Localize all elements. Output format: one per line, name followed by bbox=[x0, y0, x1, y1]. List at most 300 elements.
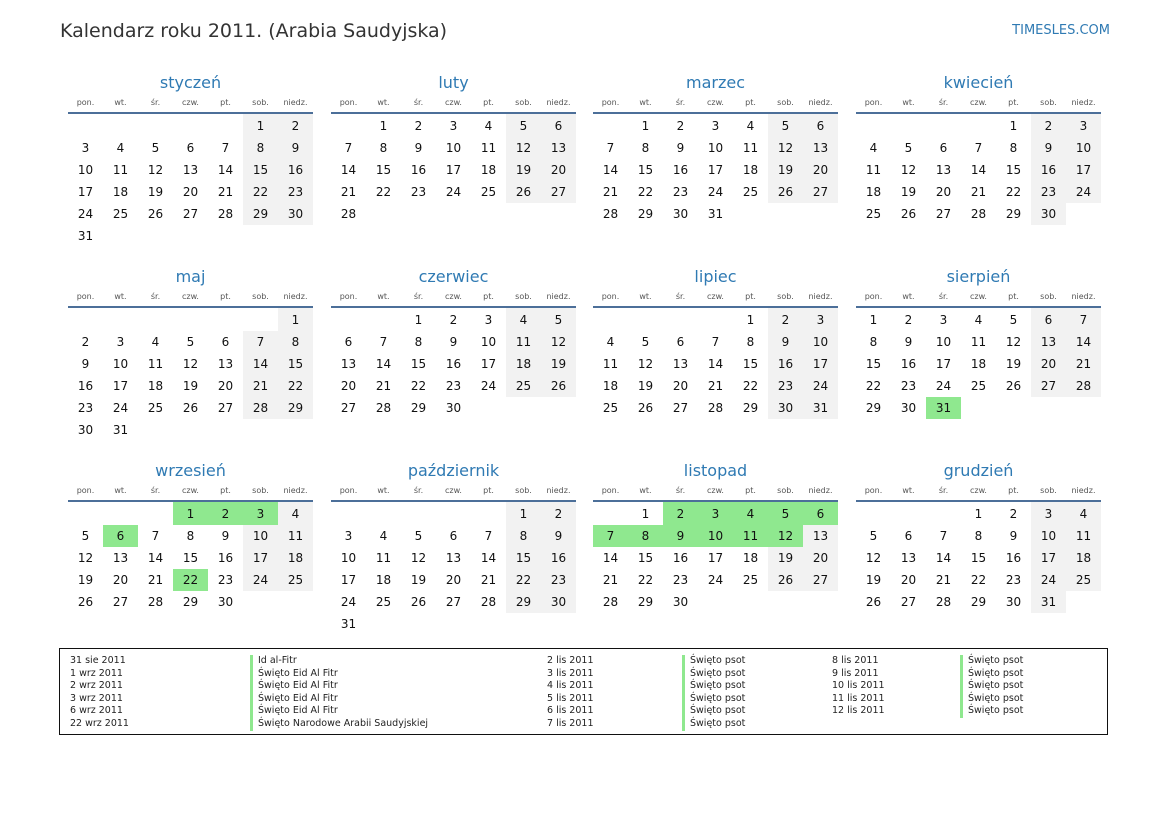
day-cell: 6 bbox=[449, 529, 458, 543]
day-cell: 25 bbox=[112, 207, 129, 221]
day-cell: 26 bbox=[182, 401, 199, 415]
weekday-header: czw. bbox=[173, 486, 208, 501]
day-cell: 21 bbox=[147, 573, 164, 587]
day-cell: 27 bbox=[182, 207, 199, 221]
day-cell: 11 bbox=[147, 357, 164, 371]
day-cell: 29 bbox=[742, 401, 759, 415]
day-cell: 17 bbox=[1031, 547, 1066, 569]
day-cell: 28 bbox=[375, 401, 392, 415]
weekday-header: sob. bbox=[506, 98, 541, 113]
day-cell: 5 bbox=[186, 335, 195, 349]
month-7 bbox=[593, 266, 838, 419]
day-cell: 7 bbox=[1066, 307, 1101, 331]
legend-holiday-name: Święto psot bbox=[960, 668, 1023, 681]
legend-date: 22 wrz 2011 bbox=[70, 717, 129, 729]
day-cell: 17 bbox=[243, 547, 278, 569]
day-cell: 6 bbox=[803, 113, 838, 137]
weekday-header: pon. bbox=[331, 98, 366, 113]
weekday-header: pon. bbox=[593, 98, 628, 113]
empty-cell bbox=[768, 203, 803, 225]
day-cell: 11 bbox=[733, 525, 768, 547]
day-cell: 3 bbox=[449, 118, 458, 133]
day-cell: 15 bbox=[182, 551, 199, 565]
day-cell: 7 bbox=[711, 335, 720, 349]
weekday-header: czw. bbox=[436, 486, 471, 501]
weekday-header: wt. bbox=[891, 486, 926, 501]
day-cell: 23 bbox=[768, 375, 803, 397]
day-cell: 9 bbox=[768, 331, 803, 353]
day-cell: 28 bbox=[243, 397, 278, 419]
day-cell: 4 bbox=[733, 501, 768, 525]
weekday-header: pt. bbox=[208, 292, 243, 307]
legend-holiday-name: Święto Eid Al Fitr bbox=[250, 705, 428, 718]
day-cell: 24 bbox=[480, 379, 497, 393]
weekday-header: niedz. bbox=[803, 486, 838, 501]
day-cell: 16 bbox=[1005, 551, 1022, 565]
day-cell: 20 bbox=[217, 379, 234, 393]
day-cell: 23 bbox=[278, 181, 313, 203]
weekday-header: śr. bbox=[663, 292, 698, 307]
weekday-header: czw. bbox=[698, 486, 733, 501]
empty-cell bbox=[278, 419, 313, 441]
day-cell: 29 bbox=[506, 591, 541, 613]
month-11 bbox=[593, 460, 838, 613]
weekday-header: sob. bbox=[506, 486, 541, 501]
day-cell: 31 bbox=[77, 229, 94, 243]
day-cell: 5 bbox=[151, 141, 160, 155]
day-cell: 12 bbox=[506, 137, 541, 159]
day-cell: 14 bbox=[602, 551, 619, 565]
day-cell: 4 bbox=[1066, 501, 1101, 525]
empty-cell bbox=[506, 203, 541, 225]
weekday-header: wt. bbox=[628, 292, 663, 307]
day-cell: 19 bbox=[637, 379, 654, 393]
weekday-header: niedz. bbox=[1066, 292, 1101, 307]
day-cell: 27 bbox=[900, 595, 917, 609]
day-cell: 19 bbox=[1005, 357, 1022, 371]
empty-cell bbox=[208, 225, 243, 247]
empty-cell bbox=[733, 591, 768, 613]
weekday-header: sob. bbox=[1031, 292, 1066, 307]
empty-cell bbox=[103, 225, 138, 247]
day-cell: 27 bbox=[803, 181, 838, 203]
day-cell: 18 bbox=[742, 551, 759, 565]
month-name: marzec bbox=[685, 73, 745, 92]
day-cell: 1 bbox=[506, 501, 541, 525]
legend-date: 6 wrz 2011 bbox=[70, 705, 123, 717]
weekday-header: wt. bbox=[103, 98, 138, 113]
weekday-header: czw. bbox=[173, 292, 208, 307]
day-cell: 26 bbox=[147, 207, 164, 221]
day-cell: 27 bbox=[672, 401, 689, 415]
day-cell: 7 bbox=[593, 525, 628, 547]
day-cell: 5 bbox=[541, 307, 576, 331]
day-cell: 24 bbox=[935, 379, 952, 393]
weekday-header: wt. bbox=[366, 292, 401, 307]
day-cell: 11 bbox=[865, 163, 882, 177]
day-cell: 21 bbox=[602, 573, 619, 587]
empty-cell bbox=[278, 225, 313, 247]
day-cell: 28 bbox=[147, 595, 164, 609]
empty-cell bbox=[436, 613, 471, 635]
day-cell: 8 bbox=[974, 529, 983, 543]
day-cell: 3 bbox=[243, 501, 278, 525]
day-cell: 21 bbox=[707, 379, 724, 393]
day-cell: 30 bbox=[217, 595, 234, 609]
day-cell: 4 bbox=[606, 335, 615, 349]
day-cell: 19 bbox=[541, 353, 576, 375]
legend-date: 4 lis 2011 bbox=[547, 680, 594, 692]
day-cell: 12 bbox=[865, 551, 882, 565]
weekday-header: pt. bbox=[471, 486, 506, 501]
weekday-header: pon. bbox=[331, 486, 366, 501]
day-cell: 2 bbox=[1031, 113, 1066, 137]
empty-cell bbox=[436, 501, 471, 525]
day-cell: 8 bbox=[243, 137, 278, 159]
empty-cell bbox=[401, 203, 436, 225]
day-cell: 10 bbox=[1066, 137, 1101, 159]
day-cell: 13 bbox=[672, 357, 689, 371]
day-cell: 1 bbox=[641, 118, 650, 133]
empty-cell bbox=[471, 397, 506, 419]
weekday-header: sob. bbox=[1031, 486, 1066, 501]
day-cell: 28 bbox=[602, 595, 619, 609]
weekday-header: pon. bbox=[856, 486, 891, 501]
day-cell: 24 bbox=[243, 569, 278, 591]
month-grid bbox=[331, 292, 576, 419]
legend-date: 6 lis 2011 bbox=[547, 705, 594, 717]
empty-cell bbox=[1066, 591, 1101, 613]
day-cell: 10 bbox=[243, 525, 278, 547]
day-cell: 18 bbox=[1066, 547, 1101, 569]
day-cell: 2 bbox=[414, 118, 423, 133]
day-cell: 12 bbox=[77, 551, 94, 565]
day-cell: 1 bbox=[379, 118, 388, 133]
weekday-header: śr. bbox=[926, 98, 961, 113]
day-cell: 9 bbox=[278, 137, 313, 159]
empty-cell bbox=[173, 225, 208, 247]
empty-cell bbox=[1066, 203, 1101, 225]
day-cell: 27 bbox=[217, 401, 234, 415]
day-cell: 3 bbox=[81, 141, 90, 155]
day-cell: 4 bbox=[151, 335, 160, 349]
day-cell: 26 bbox=[768, 569, 803, 591]
month-grid bbox=[68, 486, 313, 613]
legend-date: 5 lis 2011 bbox=[547, 692, 594, 704]
empty-cell bbox=[891, 501, 926, 525]
weekday-header: niedz. bbox=[541, 486, 576, 501]
day-cell: 1 bbox=[278, 307, 313, 331]
day-cell: 17 bbox=[707, 551, 724, 565]
empty-cell bbox=[173, 419, 208, 441]
empty-cell bbox=[698, 591, 733, 613]
day-cell: 14 bbox=[602, 163, 619, 177]
day-cell: 17 bbox=[112, 379, 129, 393]
day-cell: 5 bbox=[869, 529, 878, 543]
day-cell: 15 bbox=[506, 547, 541, 569]
day-cell: 13 bbox=[935, 163, 952, 177]
day-cell: 19 bbox=[77, 573, 94, 587]
day-cell: 3 bbox=[698, 501, 733, 525]
empty-cell bbox=[68, 113, 103, 137]
month-2 bbox=[331, 72, 576, 225]
legend-holiday-name: Święto psot bbox=[682, 655, 745, 668]
day-cell: 14 bbox=[375, 357, 392, 371]
day-cell: 1 bbox=[243, 113, 278, 137]
day-cell: 29 bbox=[182, 595, 199, 609]
day-cell: 23 bbox=[672, 185, 689, 199]
month-3 bbox=[593, 72, 838, 225]
empty-cell bbox=[768, 591, 803, 613]
day-cell: 9 bbox=[414, 141, 423, 155]
day-cell: 30 bbox=[768, 397, 803, 419]
day-cell: 9 bbox=[663, 525, 698, 547]
weekday-header: śr. bbox=[401, 292, 436, 307]
empty-cell bbox=[541, 613, 576, 635]
day-cell: 16 bbox=[900, 357, 917, 371]
day-cell: 3 bbox=[939, 312, 948, 327]
day-cell: 4 bbox=[869, 141, 878, 155]
empty-cell bbox=[173, 307, 208, 331]
day-cell: 29 bbox=[410, 401, 427, 415]
day-cell: 30 bbox=[672, 207, 689, 221]
legend-dates bbox=[547, 655, 594, 731]
day-cell: 10 bbox=[698, 525, 733, 547]
day-cell: 28 bbox=[602, 207, 619, 221]
day-cell: 16 bbox=[672, 551, 689, 565]
empty-cell bbox=[173, 113, 208, 137]
day-cell: 3 bbox=[344, 529, 353, 543]
day-cell: 18 bbox=[506, 353, 541, 375]
day-cell: 3 bbox=[803, 307, 838, 331]
day-cell: 26 bbox=[1005, 379, 1022, 393]
day-cell: 2 bbox=[676, 118, 685, 133]
day-cell: 26 bbox=[506, 181, 541, 203]
day-cell: 27 bbox=[935, 207, 952, 221]
day-cell: 11 bbox=[970, 335, 987, 349]
weekday-header: sob. bbox=[243, 292, 278, 307]
legend-holiday-name: Święto psot bbox=[682, 668, 745, 681]
day-cell: 15 bbox=[278, 353, 313, 375]
day-cell: 30 bbox=[77, 423, 94, 437]
day-cell: 4 bbox=[746, 118, 755, 133]
day-cell: 14 bbox=[1066, 331, 1101, 353]
day-cell: 23 bbox=[541, 569, 576, 591]
day-cell: 14 bbox=[147, 551, 164, 565]
day-cell: 31 bbox=[926, 397, 961, 419]
legend-date: 3 lis 2011 bbox=[547, 667, 594, 679]
day-cell: 3 bbox=[1066, 113, 1101, 137]
day-cell: 8 bbox=[628, 525, 663, 547]
weekday-header: sob. bbox=[1031, 98, 1066, 113]
legend-date: 12 lis 2011 bbox=[832, 705, 885, 717]
site-link[interactable]: TIMESLES.COM bbox=[1012, 23, 1110, 38]
legend-names bbox=[682, 655, 745, 731]
weekday-header: wt. bbox=[891, 292, 926, 307]
day-cell: 16 bbox=[1031, 159, 1066, 181]
empty-cell bbox=[208, 307, 243, 331]
day-cell: 23 bbox=[672, 573, 689, 587]
day-cell: 10 bbox=[1031, 525, 1066, 547]
weekday-header: pon. bbox=[856, 292, 891, 307]
weekday-header: niedz. bbox=[1066, 98, 1101, 113]
month-4 bbox=[856, 72, 1101, 225]
legend-holiday-name: Święto psot bbox=[682, 680, 745, 693]
empty-cell bbox=[803, 591, 838, 613]
day-cell: 13 bbox=[900, 551, 917, 565]
day-cell: 16 bbox=[77, 379, 94, 393]
month-name: wrzesień bbox=[155, 461, 226, 480]
day-cell: 20 bbox=[112, 573, 129, 587]
legend-holiday-name: Święto Eid Al Fitr bbox=[250, 680, 428, 693]
day-cell: 5 bbox=[768, 113, 803, 137]
day-cell: 4 bbox=[974, 312, 983, 327]
month-name: lipiec bbox=[694, 267, 737, 286]
day-cell: 27 bbox=[803, 569, 838, 591]
day-cell: 2 bbox=[663, 501, 698, 525]
day-cell: 28 bbox=[480, 595, 497, 609]
empty-cell bbox=[506, 613, 541, 635]
day-cell: 15 bbox=[243, 159, 278, 181]
day-cell: 1 bbox=[641, 506, 650, 521]
weekday-header: pon. bbox=[593, 292, 628, 307]
day-cell: 22 bbox=[637, 573, 654, 587]
day-cell: 12 bbox=[900, 163, 917, 177]
weekday-header: niedz. bbox=[1066, 486, 1101, 501]
day-cell: 3 bbox=[484, 312, 493, 327]
legend-holiday-name: Święto psot bbox=[960, 693, 1023, 706]
day-cell: 11 bbox=[480, 141, 497, 155]
day-cell: 18 bbox=[970, 357, 987, 371]
day-cell: 7 bbox=[379, 335, 388, 349]
day-cell: 1 bbox=[869, 312, 878, 327]
empty-cell bbox=[856, 501, 891, 525]
day-cell: 6 bbox=[904, 529, 913, 543]
day-cell: 7 bbox=[974, 141, 983, 155]
day-cell: 28 bbox=[935, 595, 952, 609]
weekday-header: wt. bbox=[366, 98, 401, 113]
weekday-header: śr. bbox=[138, 486, 173, 501]
day-cell: 24 bbox=[112, 401, 129, 415]
day-cell: 29 bbox=[1005, 207, 1022, 221]
empty-cell bbox=[803, 203, 838, 225]
empty-cell bbox=[138, 225, 173, 247]
day-cell: 2 bbox=[904, 312, 913, 327]
day-cell: 9 bbox=[1009, 529, 1018, 543]
legend-date: 2 lis 2011 bbox=[547, 655, 594, 666]
day-cell: 11 bbox=[112, 163, 129, 177]
day-cell: 15 bbox=[970, 551, 987, 565]
weekday-header: czw. bbox=[961, 486, 996, 501]
legend-names bbox=[250, 655, 428, 731]
day-cell: 16 bbox=[445, 357, 462, 371]
weekday-header: niedz. bbox=[541, 98, 576, 113]
weekday-header: czw. bbox=[698, 98, 733, 113]
day-cell: 25 bbox=[865, 207, 882, 221]
day-cell: 6 bbox=[541, 113, 576, 137]
weekday-header: niedz. bbox=[803, 292, 838, 307]
empty-cell bbox=[471, 203, 506, 225]
empty-cell bbox=[506, 397, 541, 419]
legend-date: 11 lis 2011 bbox=[832, 692, 885, 704]
day-cell: 28 bbox=[1066, 375, 1101, 397]
empty-cell bbox=[68, 307, 103, 331]
day-cell: 2 bbox=[541, 501, 576, 525]
legend-dates bbox=[832, 655, 885, 718]
day-cell: 15 bbox=[865, 357, 882, 371]
month-grid bbox=[331, 98, 576, 225]
weekday-header: czw. bbox=[436, 98, 471, 113]
day-cell: 25 bbox=[278, 569, 313, 591]
empty-cell bbox=[856, 113, 891, 137]
day-cell: 7 bbox=[221, 141, 230, 155]
day-cell: 23 bbox=[1005, 573, 1022, 587]
page-title: Kalendarz roku 2011. (Arabia Saudyjska) bbox=[60, 20, 448, 42]
day-cell: 30 bbox=[1005, 595, 1022, 609]
weekday-header: czw. bbox=[961, 292, 996, 307]
empty-cell bbox=[208, 113, 243, 137]
weekday-header: sob. bbox=[768, 98, 803, 113]
day-cell: 11 bbox=[506, 331, 541, 353]
weekday-header: wt. bbox=[891, 98, 926, 113]
day-cell: 28 bbox=[340, 207, 357, 221]
day-cell: 4 bbox=[506, 307, 541, 331]
legend-holiday-name: Święto psot bbox=[682, 705, 745, 718]
month-name: styczeń bbox=[159, 73, 222, 92]
weekday-header: pon. bbox=[68, 292, 103, 307]
day-cell: 15 bbox=[410, 357, 427, 371]
day-cell: 29 bbox=[970, 595, 987, 609]
day-cell: 18 bbox=[112, 185, 129, 199]
day-cell: 5 bbox=[768, 501, 803, 525]
legend-date: 1 wrz 2011 bbox=[70, 667, 123, 679]
day-cell: 15 bbox=[1005, 163, 1022, 177]
day-cell: 18 bbox=[147, 379, 164, 393]
day-cell: 24 bbox=[1031, 569, 1066, 591]
day-cell: 27 bbox=[1031, 375, 1066, 397]
day-cell: 14 bbox=[340, 163, 357, 177]
month-grid bbox=[856, 98, 1101, 225]
month-grid bbox=[856, 486, 1101, 613]
weekday-header: pt. bbox=[471, 292, 506, 307]
empty-cell bbox=[541, 203, 576, 225]
weekday-header: pt. bbox=[733, 98, 768, 113]
day-cell: 25 bbox=[1066, 569, 1101, 591]
day-cell: 20 bbox=[182, 185, 199, 199]
day-cell: 8 bbox=[414, 335, 423, 349]
legend-names bbox=[960, 655, 1023, 718]
day-cell: 28 bbox=[707, 401, 724, 415]
day-cell: 16 bbox=[217, 551, 234, 565]
weekday-header: niedz. bbox=[803, 98, 838, 113]
empty-cell bbox=[243, 591, 278, 613]
day-cell: 5 bbox=[81, 529, 90, 543]
day-cell: 15 bbox=[742, 357, 759, 371]
day-cell: 22 bbox=[410, 379, 427, 393]
day-cell: 6 bbox=[186, 141, 195, 155]
day-cell: 6 bbox=[803, 501, 838, 525]
empty-cell bbox=[541, 397, 576, 419]
day-cell: 28 bbox=[970, 207, 987, 221]
empty-cell bbox=[663, 307, 698, 331]
day-cell: 22 bbox=[506, 569, 541, 591]
day-cell: 20 bbox=[340, 379, 357, 393]
day-cell: 24 bbox=[707, 573, 724, 587]
day-cell: 2 bbox=[768, 307, 803, 331]
empty-cell bbox=[331, 501, 366, 525]
empty-cell bbox=[138, 501, 173, 525]
day-cell: 17 bbox=[935, 357, 952, 371]
